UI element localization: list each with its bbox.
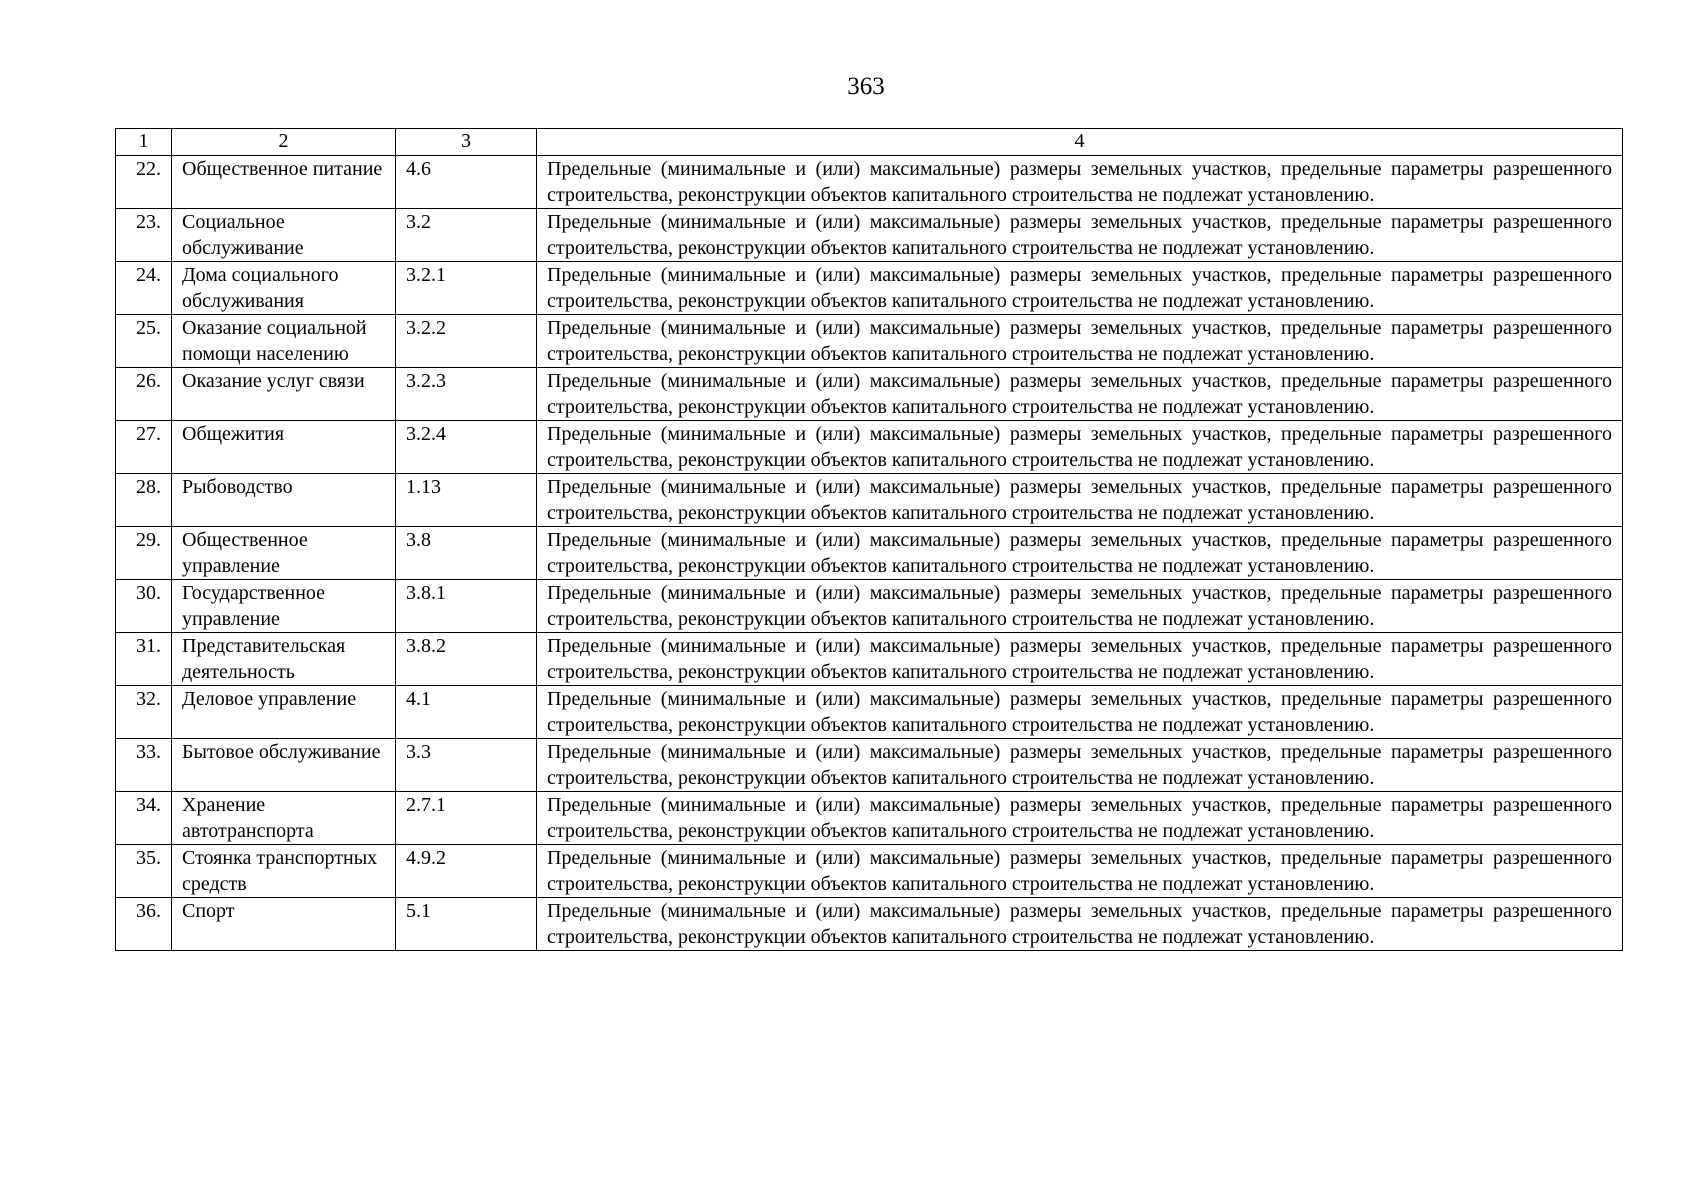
parameters-text: Предельные (минимальные и (или) максимальные) размеры земельных участков, предельные параметры разрешенного строительства, реконструкции объектов капитального строительства не подлежат установлению. bbox=[537, 845, 1623, 898]
parameters-text: Предельные (минимальные и (или) максимальные) размеры земельных участков, предельные параметры разрешенного строительства, реконструкции объектов капитального строительства не подлежат установлению. bbox=[537, 368, 1623, 421]
row-number: 31. bbox=[116, 633, 172, 686]
table-row bbox=[116, 845, 1623, 898]
land-use-type: Государственное управление bbox=[172, 580, 396, 633]
parameters-text: Предельные (минимальные и (или) максимальные) размеры земельных участков, предельные параметры разрешенного строительства, реконструкции объектов капитального строительства не подлежат установлению. bbox=[537, 156, 1623, 209]
row-number: 25. bbox=[116, 315, 172, 368]
land-use-type: Стоянка транспортных средств bbox=[172, 845, 396, 898]
table-row bbox=[116, 368, 1623, 421]
row-number: 34. bbox=[116, 792, 172, 845]
land-use-code: 3.3 bbox=[396, 739, 537, 792]
land-use-code: 3.8 bbox=[396, 527, 537, 580]
land-use-type: Представительская деятельность bbox=[172, 633, 396, 686]
land-use-table bbox=[115, 128, 1623, 951]
table-row bbox=[116, 156, 1623, 209]
land-use-type: Общественное управление bbox=[172, 527, 396, 580]
land-use-code: 3.8.1 bbox=[396, 580, 537, 633]
land-use-code: 3.2.2 bbox=[396, 315, 537, 368]
land-use-type: Общественное питание bbox=[172, 156, 396, 209]
land-use-type: Бытовое обслуживание bbox=[172, 739, 396, 792]
parameters-text: Предельные (минимальные и (или) максимальные) размеры земельных участков, предельные параметры разрешенного строительства, реконструкции объектов капитального строительства не подлежат установлению. bbox=[537, 633, 1623, 686]
row-number: 33. bbox=[116, 739, 172, 792]
land-use-type: Оказание социальной помощи населению bbox=[172, 315, 396, 368]
column-header-4: 4 bbox=[537, 129, 1623, 156]
column-header-3: 3 bbox=[396, 129, 537, 156]
land-use-code: 5.1 bbox=[396, 898, 537, 951]
row-number: 29. bbox=[116, 527, 172, 580]
land-use-code: 3.2.4 bbox=[396, 421, 537, 474]
column-header-1: 1 bbox=[116, 129, 172, 156]
table-row bbox=[116, 633, 1623, 686]
land-use-type: Дома социального обслуживания bbox=[172, 262, 396, 315]
parameters-text: Предельные (минимальные и (или) максимальные) размеры земельных участков, предельные параметры разрешенного строительства, реконструкции объектов капитального строительства не подлежат установлению. bbox=[537, 474, 1623, 527]
parameters-text: Предельные (минимальные и (или) максимальные) размеры земельных участков, предельные параметры разрешенного строительства, реконструкции объектов капитального строительства не подлежат установлению. bbox=[537, 209, 1623, 262]
land-use-type: Хранение автотранспорта bbox=[172, 792, 396, 845]
table-row bbox=[116, 262, 1623, 315]
land-use-type: Рыбоводство bbox=[172, 474, 396, 527]
header-row bbox=[116, 129, 1623, 156]
row-number: 26. bbox=[116, 368, 172, 421]
table-row bbox=[116, 474, 1623, 527]
parameters-text: Предельные (минимальные и (или) максимальные) размеры земельных участков, предельные параметры разрешенного строительства, реконструкции объектов капитального строительства не подлежат установлению. bbox=[537, 686, 1623, 739]
land-use-code: 1.13 bbox=[396, 474, 537, 527]
land-use-code: 2.7.1 bbox=[396, 792, 537, 845]
row-number: 35. bbox=[116, 845, 172, 898]
parameters-text: Предельные (минимальные и (или) максимальные) размеры земельных участков, предельные параметры разрешенного строительства, реконструкции объектов капитального строительства не подлежат установлению. bbox=[537, 262, 1623, 315]
table-row bbox=[116, 315, 1623, 368]
table-row bbox=[116, 421, 1623, 474]
row-number: 23. bbox=[116, 209, 172, 262]
table-row bbox=[116, 209, 1623, 262]
land-use-type: Спорт bbox=[172, 898, 396, 951]
row-number: 28. bbox=[116, 474, 172, 527]
parameters-text: Предельные (минимальные и (или) максимальные) размеры земельных участков, предельные параметры разрешенного строительства, реконструкции объектов капитального строительства не подлежат установлению. bbox=[537, 421, 1623, 474]
table-row bbox=[116, 898, 1623, 951]
column-header-2: 2 bbox=[172, 129, 396, 156]
row-number: 24. bbox=[116, 262, 172, 315]
parameters-text: Предельные (минимальные и (или) максимальные) размеры земельных участков, предельные параметры разрешенного строительства, реконструкции объектов капитального строительства не подлежат установлению. bbox=[537, 580, 1623, 633]
row-number: 36. bbox=[116, 898, 172, 951]
land-use-type: Общежития bbox=[172, 421, 396, 474]
land-use-code: 3.2.1 bbox=[396, 262, 537, 315]
land-use-code: 4.6 bbox=[396, 156, 537, 209]
table-row bbox=[116, 527, 1623, 580]
parameters-text: Предельные (минимальные и (или) максимальные) размеры земельных участков, предельные параметры разрешенного строительства, реконструкции объектов капитального строительства не подлежат установлению. bbox=[537, 792, 1623, 845]
land-use-type: Деловое управление bbox=[172, 686, 396, 739]
row-number: 27. bbox=[116, 421, 172, 474]
row-number: 30. bbox=[116, 580, 172, 633]
table-row bbox=[116, 686, 1623, 739]
parameters-text: Предельные (минимальные и (или) максимальные) размеры земельных участков, предельные параметры разрешенного строительства, реконструкции объектов капитального строительства не подлежат установлению. bbox=[537, 898, 1623, 951]
land-use-code: 4.1 bbox=[396, 686, 537, 739]
land-use-code: 3.2.3 bbox=[396, 368, 537, 421]
table-row bbox=[116, 739, 1623, 792]
row-number: 32. bbox=[116, 686, 172, 739]
row-number: 22. bbox=[116, 156, 172, 209]
parameters-text: Предельные (минимальные и (или) максимальные) размеры земельных участков, предельные параметры разрешенного строительства, реконструкции объектов капитального строительства не подлежат установлению. bbox=[537, 739, 1623, 792]
land-use-code: 4.9.2 bbox=[396, 845, 537, 898]
land-use-code: 3.2 bbox=[396, 209, 537, 262]
land-use-type: Оказание услуг связи bbox=[172, 368, 396, 421]
parameters-text: Предельные (минимальные и (или) максимальные) размеры земельных участков, предельные параметры разрешенного строительства, реконструкции объектов капитального строительства не подлежат установлению. bbox=[537, 315, 1623, 368]
land-use-type: Социальное обслуживание bbox=[172, 209, 396, 262]
table-row bbox=[116, 792, 1623, 845]
table-row bbox=[116, 580, 1623, 633]
land-use-code: 3.8.2 bbox=[396, 633, 537, 686]
page-number: 363 bbox=[847, 73, 885, 100]
parameters-text: Предельные (минимальные и (или) максимальные) размеры земельных участков, предельные параметры разрешенного строительства, реконструкции объектов капитального строительства не подлежат установлению. bbox=[537, 527, 1623, 580]
